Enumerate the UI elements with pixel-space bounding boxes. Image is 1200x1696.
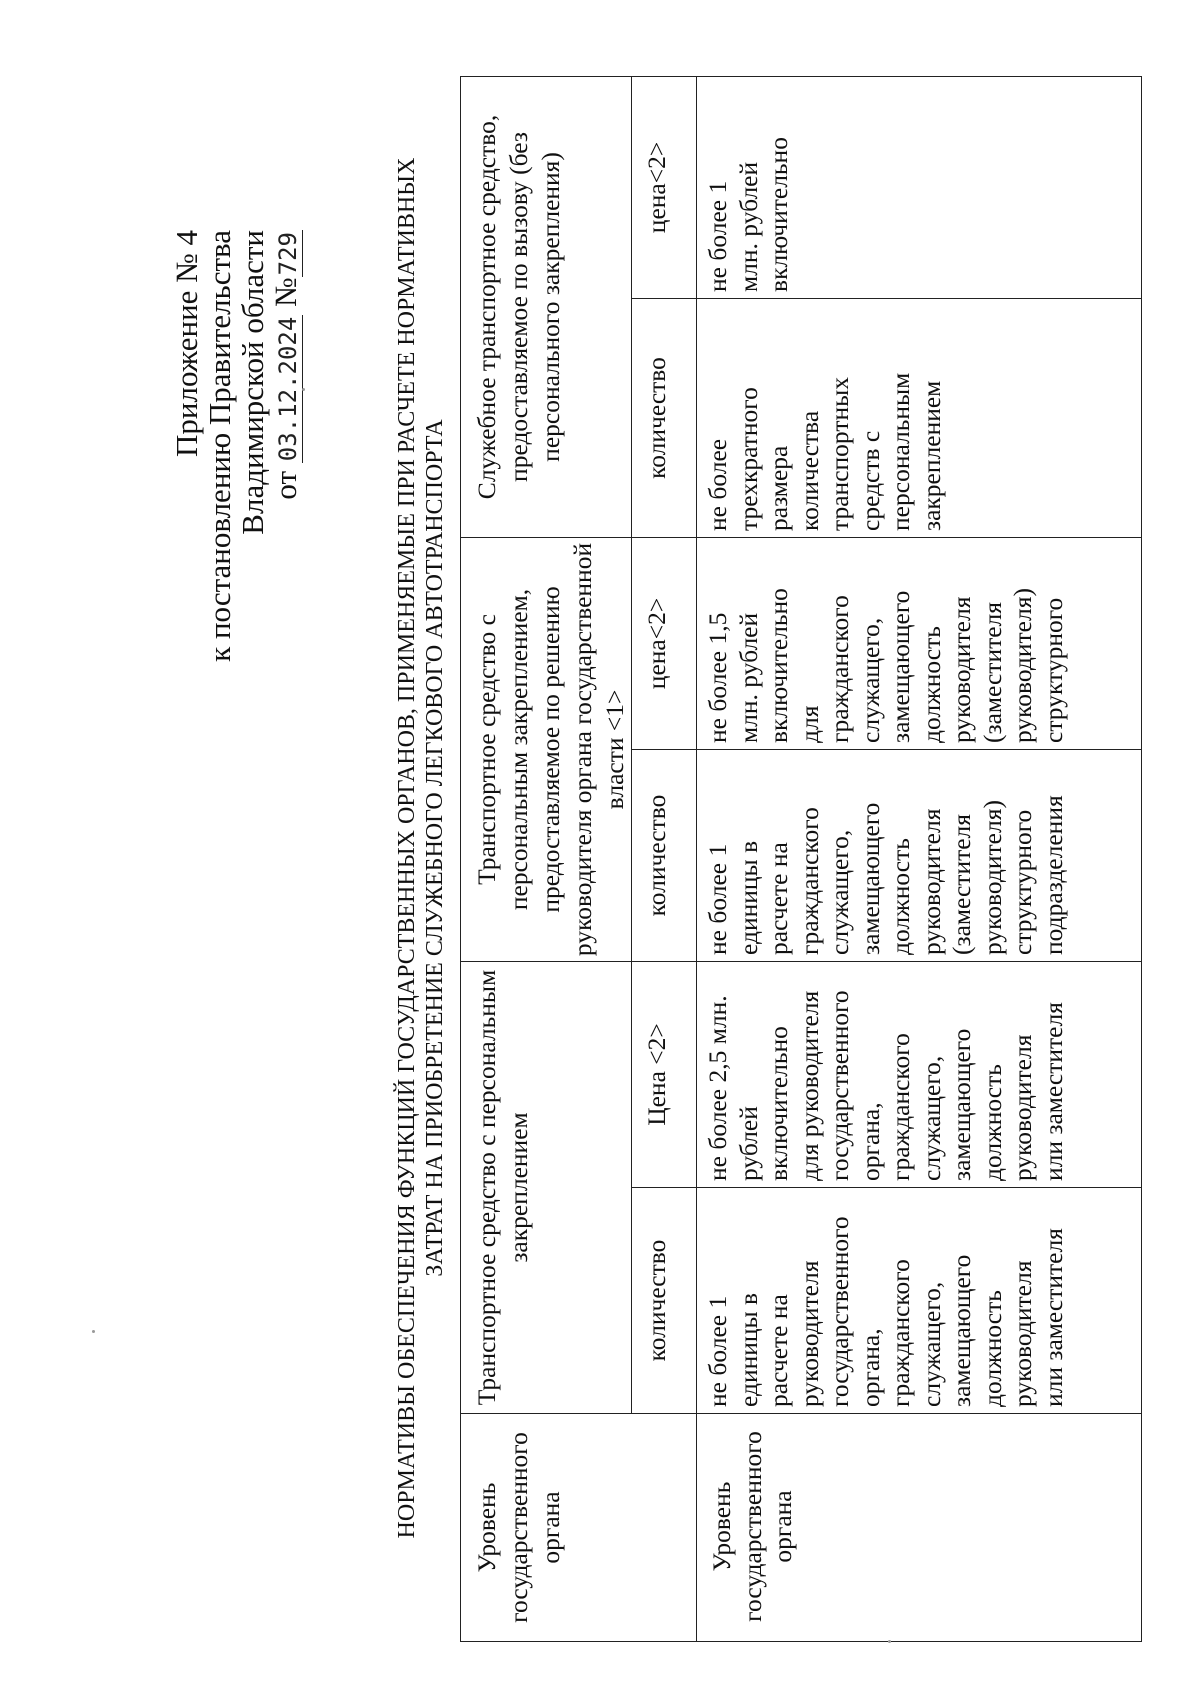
title-line-2: ЗАТРАТ НА ПРИОБРЕТЕНИЕ СЛУЖЕБНОГО ЛЕГКОВОГО АВТОТРАНСПОРТА — [422, 419, 448, 1277]
scan-speck — [888, 1640, 891, 1643]
subheader-price: Цена <2> — [632, 961, 697, 1187]
appendix-block — [170, 230, 305, 830]
header-on-call-vehicle: Служебное транспортное средство, предоставляемое по вызову (без персонального закрепления) — [461, 76, 632, 537]
decree-number: 729 — [274, 232, 302, 276]
table-header-row — [461, 76, 632, 1641]
header-personal-vehicle: Транспортное средство с персональным закреплением — [461, 961, 632, 1413]
scan-speck — [92, 1330, 95, 1333]
date-prefix: от — [268, 470, 303, 500]
cell-personal-price: не более 2,5 млн. рублей включительно для руководителя государственного органа, гражданского служащего, замещающего должность руководителя или заместителя — [697, 961, 1142, 1187]
subheader-quantity: количество — [632, 749, 697, 961]
subheader-price: цена<2> — [632, 537, 697, 749]
appendix-number: Приложение № 4 — [169, 230, 204, 457]
subheader-quantity: количество — [632, 1188, 697, 1414]
cell-decision-price: не более 1,5 млн. рублей включительно для гражданского служащего, замещающего должность руководителя (заместителя руководителя) структурного — [697, 537, 1142, 749]
title-line-1: НОРМАТИВЫ ОБЕСПЕЧЕНИЯ ФУНКЦИЙ ГОСУДАРСТВЕННЫХ ОРГАНОВ, ПРИМЕНЯЕМЫЕ ПРИ РАСЧЕТЕ НОРМАТИВНЫХ — [394, 157, 420, 1539]
scan-speck — [302, 388, 305, 391]
cell-personal-quantity: не более 1 единицы в расчете на руководителя государственного органа, гражданского служащего, замещающего должность руководителя или заместителя — [697, 1188, 1142, 1414]
table-subheader-row — [632, 76, 697, 1641]
appendix-date-line — [269, 230, 305, 830]
subheader-price: цена<2> — [632, 76, 697, 298]
cell-on-call-price: не более 1 млн. рублей включительно — [697, 76, 1142, 298]
cell-decision-quantity: не более 1 единицы в расчете на гражданского служащего, замещающего должность руководителя (заместителя руководителя) структурного подразделения — [697, 749, 1142, 961]
row-level: Уровень государственного органа — [697, 1414, 1142, 1642]
decree-date: 03.12.2024 — [274, 316, 302, 462]
subheader-quantity: количество — [632, 298, 697, 537]
norms-table — [460, 76, 1142, 1642]
appendix-decree: к постановлению Правительства — [202, 230, 237, 662]
appendix-region: Владимирской области — [235, 230, 270, 535]
table-row — [697, 76, 1142, 1641]
header-level: Уровень государственного органа — [461, 1414, 697, 1642]
document-title — [393, 0, 449, 1696]
cell-on-call-quantity: не более трехкратного размера количества транспортных средств с персональным закреплением — [697, 298, 1142, 537]
number-prefix: № — [268, 277, 303, 307]
header-personal-vehicle-by-decision: Транспортное средство с персональным закреплением, предоставляемое по решению руководителя органа государственной власти <1> — [461, 537, 632, 961]
